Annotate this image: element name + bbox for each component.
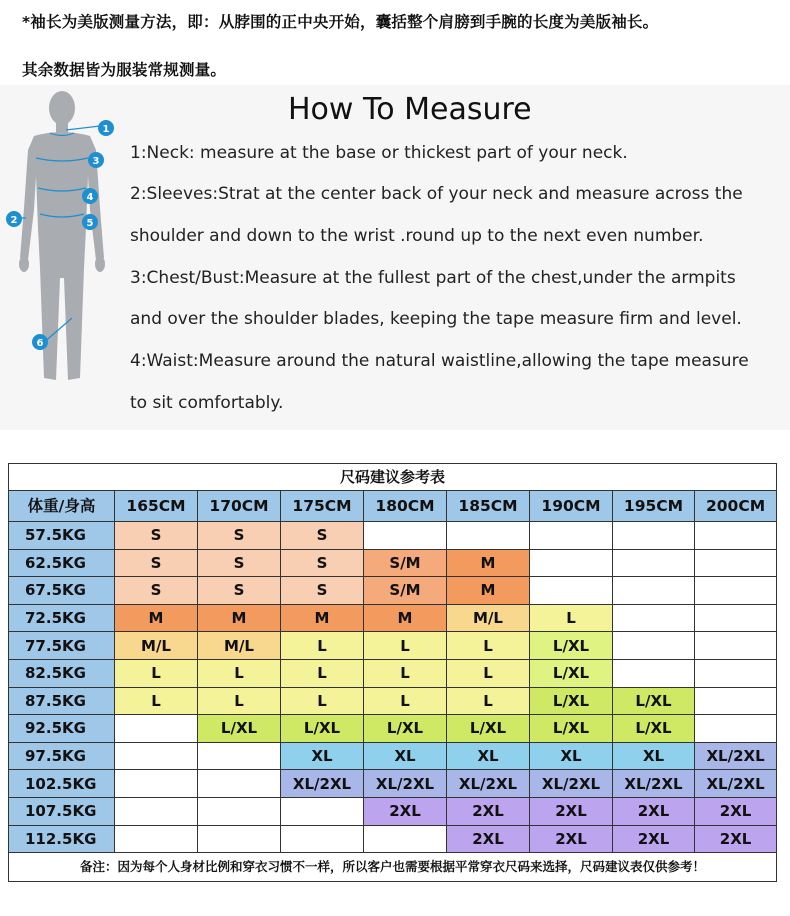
size-cell: L [364,632,447,660]
size-chart-table [8,463,777,882]
size-cell: XL/2XL [695,742,777,770]
size-cell: S [281,522,364,550]
size-cell: 2XL [447,825,530,853]
size-cell [364,522,447,550]
size-cell [364,825,447,853]
marker-1-label: 1 [102,124,110,135]
size-cell: XL/2XL [281,770,364,798]
size-cell [447,522,530,550]
size-cell [530,577,613,605]
size-cell: L/XL [530,715,613,743]
height-header: 180CM [364,491,447,522]
size-cell: L [530,604,613,632]
weight-cell: 102.5KG [9,770,115,798]
size-cell: XL/2XL [530,770,613,798]
size-cell [115,797,198,825]
size-cell: L [198,687,281,715]
size-cell: M/L [198,632,281,660]
size-cell: L/XL [613,715,695,743]
table-row [9,825,777,853]
size-cell [613,659,695,687]
size-cell: S [115,577,198,605]
size-cell [115,742,198,770]
marker-5-label: 5 [86,218,94,229]
size-cell: M/L [447,604,530,632]
height-header: 185CM [447,491,530,522]
size-cell: 2XL [613,797,695,825]
size-cell: M [447,577,530,605]
size-cell: S/M [364,549,447,577]
weight-cell: 62.5KG [9,549,115,577]
size-cell: L/XL [613,687,695,715]
size-cell [613,632,695,660]
size-cell: L [115,687,198,715]
size-cell [198,770,281,798]
size-cell [695,659,777,687]
size-cell: M [447,549,530,577]
guide-line-waist-cont: to sit comfortably. [130,393,284,413]
size-cell: S/M [364,577,447,605]
size-cell: M [364,604,447,632]
table-row [9,577,777,605]
size-cell [530,522,613,550]
size-cell: 2XL [364,797,447,825]
guide-line-neck: 1:Neck: measure at the base or thickest part of your neck. [130,143,628,163]
size-cell: S [115,522,198,550]
size-cell: 2XL [695,797,777,825]
size-cell [613,549,695,577]
sleeve-note: *袖长为美版测量方法，即：从脖围的正中央开始，囊括整个肩膀到手腕的长度为美版袖长。 [22,13,659,31]
weight-cell: 87.5KG [9,687,115,715]
size-cell: 2XL [530,825,613,853]
table-row [9,715,777,743]
size-cell [198,797,281,825]
size-cell: L [281,659,364,687]
size-cell [198,742,281,770]
weight-cell: 67.5KG [9,577,115,605]
marker-3-label: 3 [92,156,100,167]
size-cell [281,825,364,853]
size-cell: M [281,604,364,632]
size-cell: XL [281,742,364,770]
size-cell: L [115,659,198,687]
size-cell: L/XL [447,715,530,743]
weight-cell: 82.5KG [9,659,115,687]
table-row [9,632,777,660]
size-cell [613,522,695,550]
size-cell: XL [364,742,447,770]
size-cell: S [198,522,281,550]
size-cell: S [198,549,281,577]
size-cell: M [115,604,198,632]
size-cell: L/XL [530,687,613,715]
guide-line-waist: 4:Waist:Measure around the natural waistline,allowing the tape measure [130,351,749,371]
guide-line-sleeves-cont: shoulder and down to the wrist .round up to the next even number. [130,226,704,246]
size-cell: 2XL [530,797,613,825]
size-cell [695,715,777,743]
table-row [9,742,777,770]
height-header: 165CM [115,491,198,522]
table-row [9,797,777,825]
general-note: 其余数据皆为服装常规测量。 [22,61,227,79]
table-row [9,770,777,798]
table-row [9,549,777,577]
measure-guide-title: How To Measure [288,92,532,127]
weight-cell: 77.5KG [9,632,115,660]
size-cell: L [364,659,447,687]
table-row [9,522,777,550]
size-cell: M [198,604,281,632]
marker-6-label: 6 [36,338,44,349]
size-cell [530,549,613,577]
size-cell [281,797,364,825]
size-cell: M/L [115,632,198,660]
size-chart-footer-note: 备注：因为每个人身材比例和穿衣习惯不一样，所以客户也需要根据平常穿衣尺码来选择，尺码建议表仅供参考！ [9,853,777,882]
corner-header: 体重/身高 [9,491,115,522]
weight-cell: 57.5KG [9,522,115,550]
size-cell: L/XL [198,715,281,743]
weight-cell: 72.5KG [9,604,115,632]
size-cell: L [447,687,530,715]
size-cell [613,577,695,605]
size-cell: L/XL [281,715,364,743]
size-cell: L [447,632,530,660]
size-cell: S [115,549,198,577]
weight-cell: 92.5KG [9,715,115,743]
height-header: 175CM [281,491,364,522]
size-cell [198,825,281,853]
size-cell [115,715,198,743]
size-cell [695,687,777,715]
size-cell: S [198,577,281,605]
size-cell: S [281,577,364,605]
size-cell [695,522,777,550]
size-cell: 2XL [613,825,695,853]
weight-cell: 107.5KG [9,797,115,825]
size-cell: L/XL [530,632,613,660]
size-cell: XL/2XL [447,770,530,798]
size-cell: L [281,632,364,660]
size-cell [115,770,198,798]
size-cell [695,549,777,577]
height-header: 200CM [695,491,777,522]
table-row [9,604,777,632]
size-cell: L [364,687,447,715]
size-cell: XL/2XL [695,770,777,798]
size-cell: XL [447,742,530,770]
guide-line-chest: 3:Chest/Bust:Measure at the fullest part of the chest,under the armpits [130,268,736,288]
marker-2-label: 2 [10,215,18,226]
size-cell: S [281,549,364,577]
body-figure-illustration [4,88,122,388]
size-cell [115,825,198,853]
size-cell [695,632,777,660]
size-cell: XL/2XL [364,770,447,798]
size-cell: XL/2XL [613,770,695,798]
size-cell [695,577,777,605]
size-cell: XL [613,742,695,770]
table-row [9,659,777,687]
guide-line-sleeves: 2:Sleeves:Strat at the center back of your neck and measure across the [130,184,743,204]
size-chart-caption: 尺码建议参考表 [9,464,777,491]
size-cell: 2XL [695,825,777,853]
marker-4-label: 4 [86,192,94,203]
guide-line-chest-cont: and over the shoulder blades, keeping the tape measure firm and level. [130,309,742,329]
weight-cell: 112.5KG [9,825,115,853]
weight-cell: 97.5KG [9,742,115,770]
size-cell: L/XL [530,659,613,687]
size-cell: L [281,687,364,715]
height-header: 170CM [198,491,281,522]
size-cell: XL [530,742,613,770]
height-header: 190CM [530,491,613,522]
size-cell: L [198,659,281,687]
table-row [9,687,777,715]
size-cell: 2XL [447,797,530,825]
height-header: 195CM [613,491,695,522]
size-cell: L [447,659,530,687]
size-cell [695,604,777,632]
size-cell [613,604,695,632]
size-cell: L/XL [364,715,447,743]
